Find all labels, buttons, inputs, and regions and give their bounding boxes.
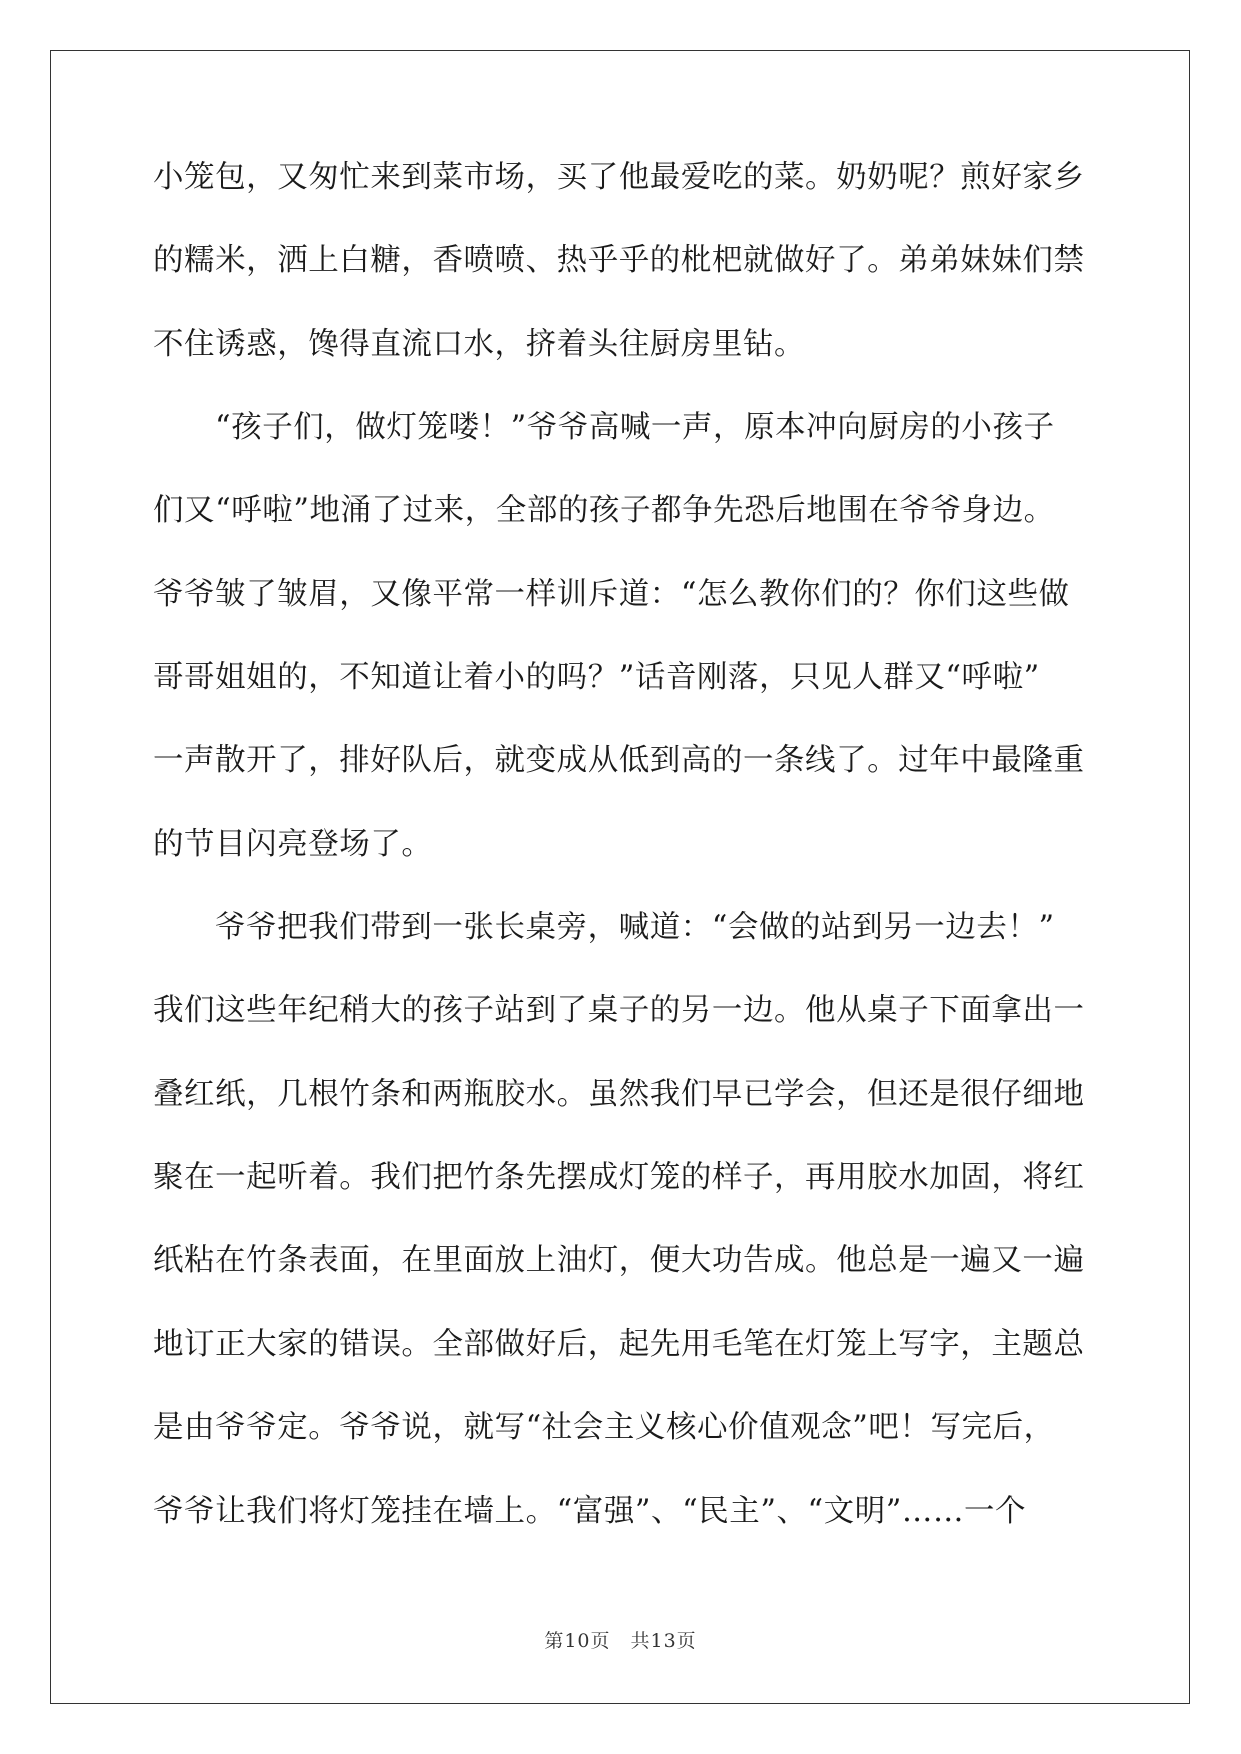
text-line: 爷爷皱了皱眉，又像平常一样训斥道：“怎么教你们的？你们这些做 (153, 576, 1070, 612)
page-number-footer: 第10页 共13页 (544, 1630, 697, 1652)
text-line: 的糯米，洒上白糖，香喷喷、热乎乎的枇杷就做好了。弟弟妹妹们禁 (153, 243, 1085, 279)
text-line: 一声散开了，排好队后，就变成从低到高的一条线了。过年中最隆重 (153, 743, 1085, 779)
text-line: 不住诱惑，馋得直流口水，挤着头往厨房里钻。 (153, 326, 806, 362)
text-line: 叠红纸，几根竹条和两瓶胶水。虽然我们早已学会，但还是很仔细地 (153, 1076, 1085, 1112)
text-line: 是由爷爷定。爷爷说，就写“社会主义核心价值观念”吧！写完后， (153, 1410, 1055, 1446)
document-body (153, 158, 1088, 1575)
text-line: 爷爷让我们将灯笼挂在墙上。“富强”、“民主”、“文明”……一个 (153, 1493, 1027, 1529)
text-line: 地订正大家的错误。全部做好后，起先用毛笔在灯笼上写字，主题总 (153, 1326, 1085, 1362)
text-line: 爷爷把我们带到一张长桌旁，喊道：“会做的站到另一边去！” (215, 910, 1055, 946)
text-line: 小笼包，又匆忙来到菜市场，买了他最爱吃的菜。奶奶呢？煎好家乡 (153, 160, 1085, 195)
text-line: 纸粘在竹条表面，在里面放上油灯，便大功告成。他总是一遍又一遍 (153, 1243, 1085, 1279)
text-line: 我们这些年纪稍大的孩子站到了桌子的另一边。他从桌子下面拿出一 (153, 993, 1085, 1029)
text-line: 聚在一起听着。我们把竹条先摆成灯笼的样子，再用胶水加固，将红 (153, 1160, 1085, 1196)
text-line: 的节目闪亮登场了。 (153, 826, 433, 862)
text-line: 哥哥姐姐的，不知道让着小的吗？”话音刚落，只见人群又“呼啦” (153, 660, 1040, 696)
text-line: 们又“呼啦”地涌了过来，全部的孩子都争先恐后地围在爷爷身边。 (153, 493, 1055, 529)
text-line: “孩子们，做灯笼喽！”爷爷高喊一声，原本冲向厨房的小孩子 (215, 410, 1055, 446)
